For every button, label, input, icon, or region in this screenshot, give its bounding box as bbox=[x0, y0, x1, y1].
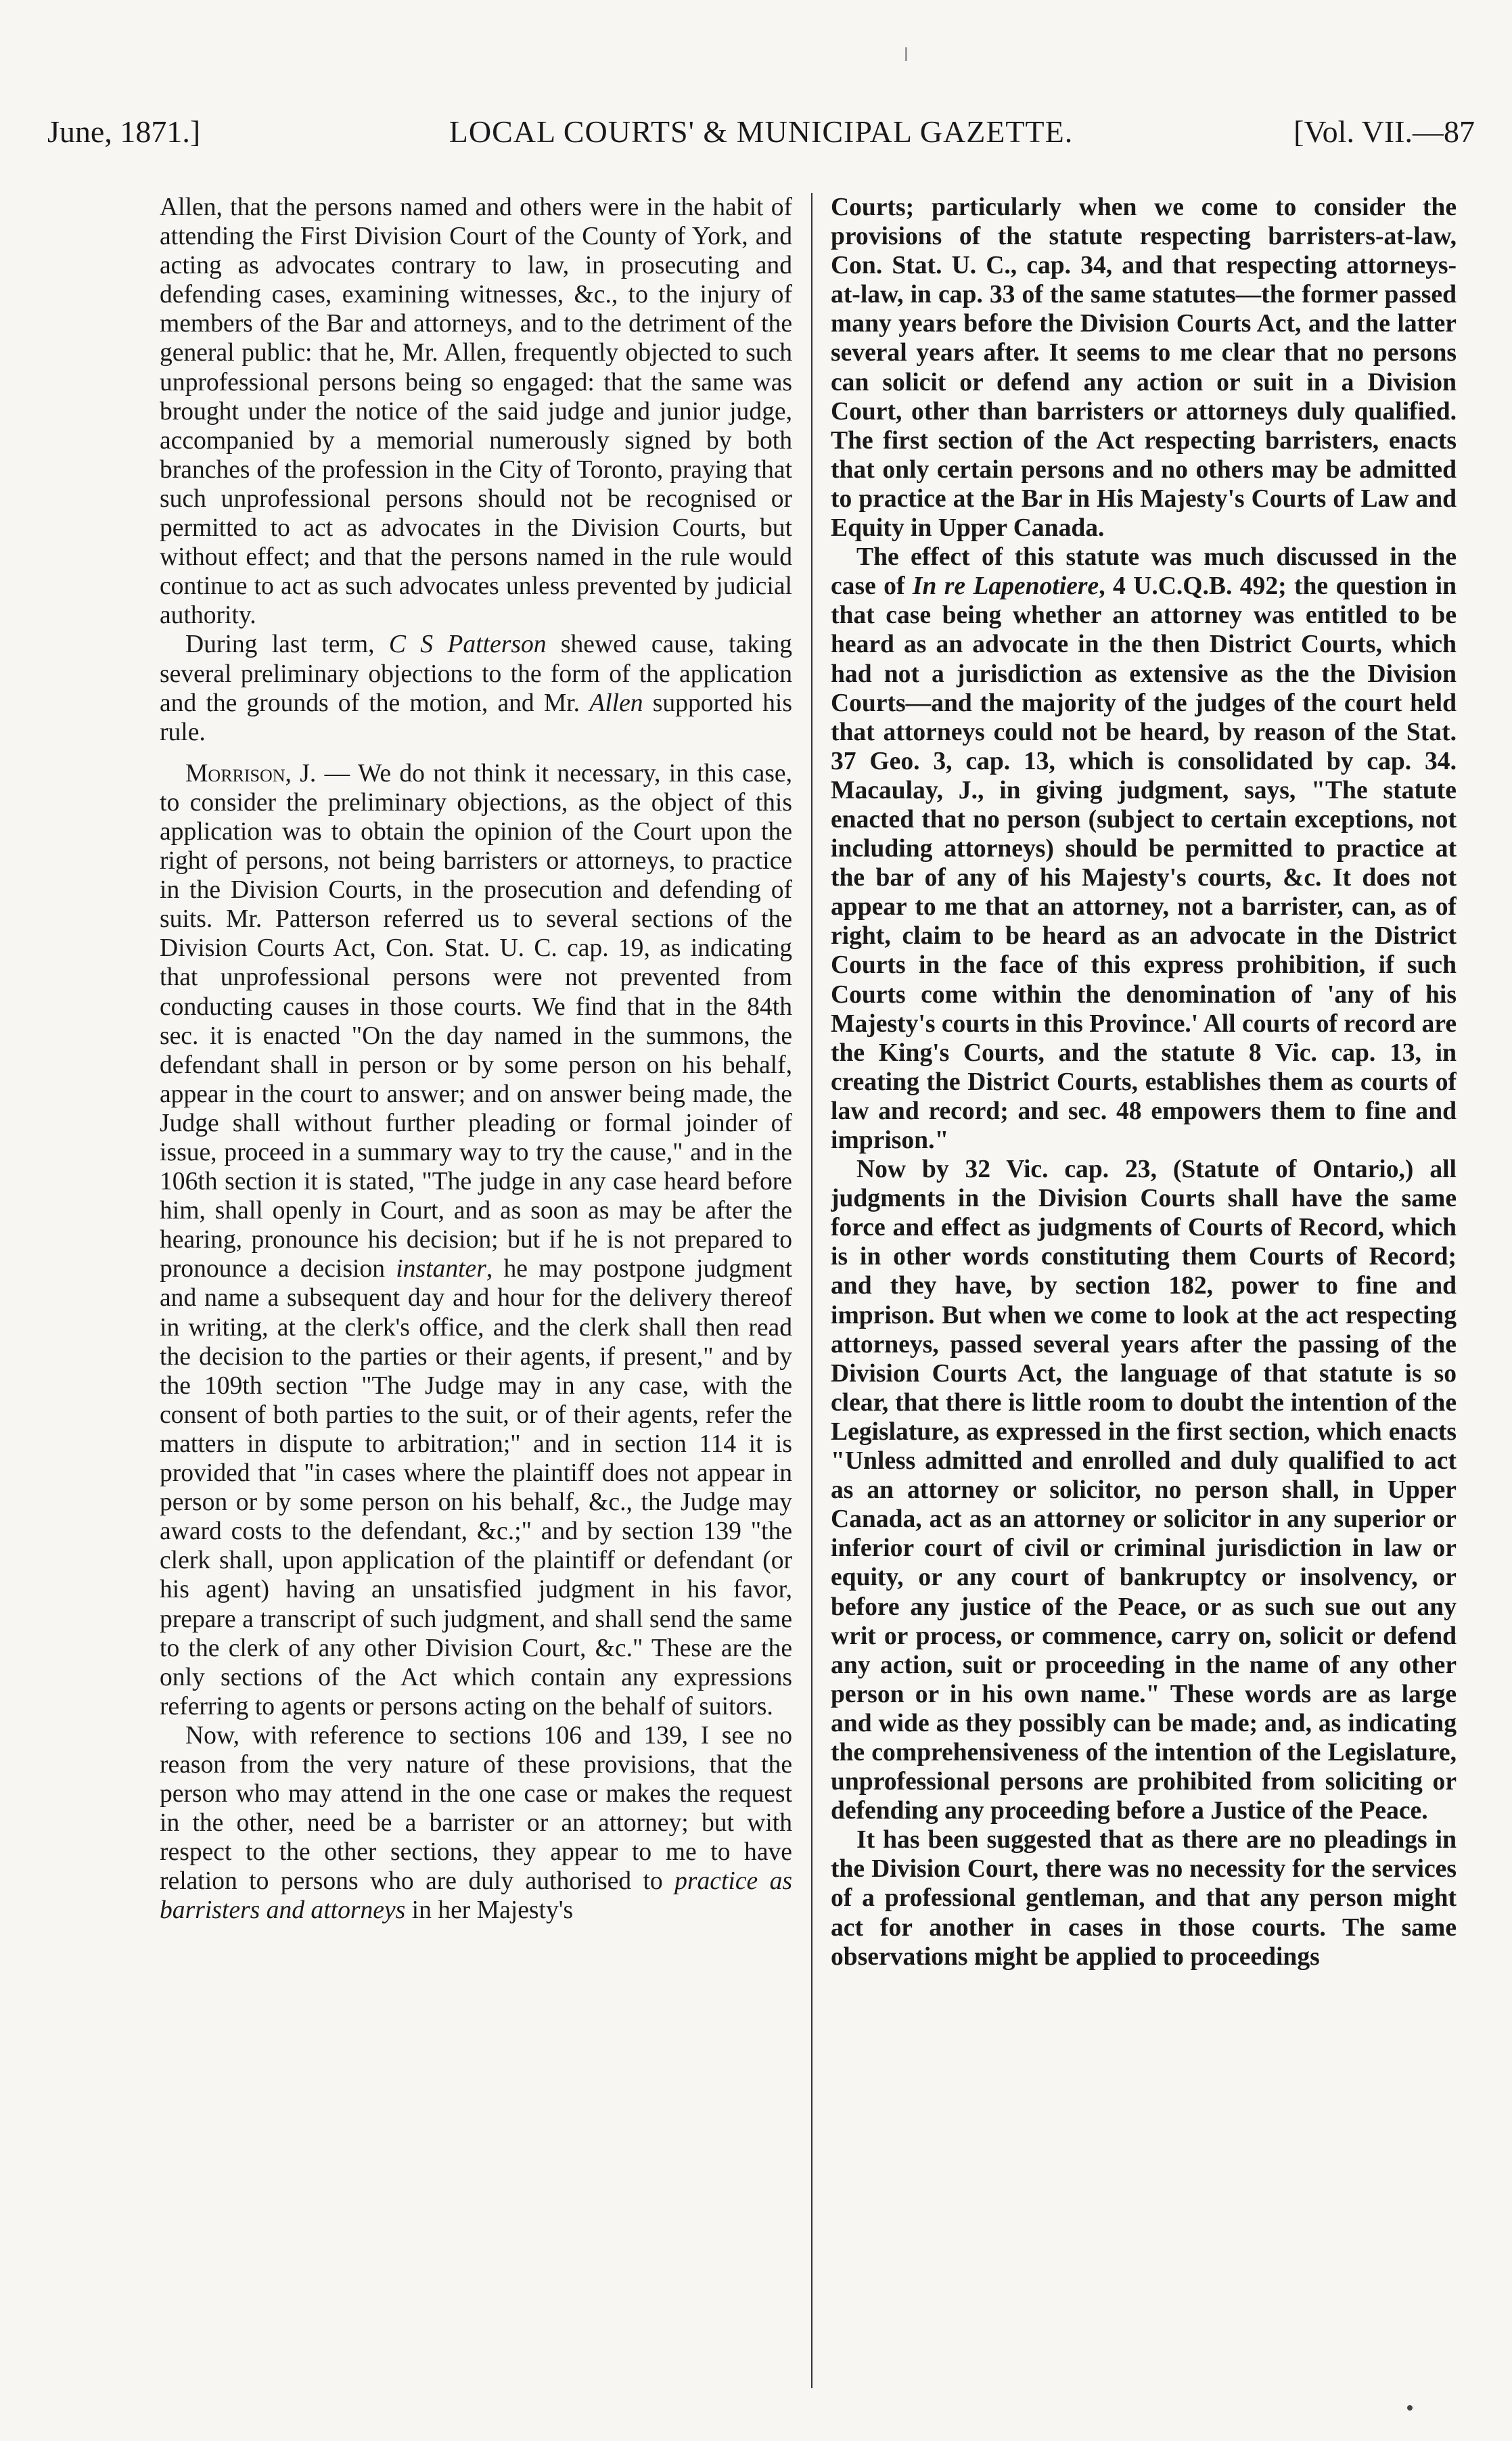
text-run: During last term, bbox=[185, 631, 389, 659]
text-run: in her Majesty's bbox=[405, 1896, 574, 1925]
paragraph: Allen, that the persons named and others were in the habit of attending the First Division Court of the County of York, and acting as advocates contrary to law, in prosecuting and defending cases, examining witnesses, &c., to the injury of members of the Bar and attorneys, and to the detriment of the general public: that he, Mr. Allen, frequently objected to such unprofessional persons being so engaged: that the same was brought under the notice of the said judge and junior judge, accompanied by a memorial numerously signed by both branches of the profession in the City of Toronto, praying that such unprofessional persons should not be recognised or permitted to act as advocates in the Division Courts, but without effect; and that the persons named in the rule would continue to act as such advocates unless prevented by judicial authority. bbox=[160, 193, 792, 630]
text-run: supported his rule. bbox=[160, 689, 792, 746]
left-column bbox=[160, 193, 792, 2385]
paragraph bbox=[831, 543, 1457, 1155]
paper-mark-decoration bbox=[905, 47, 907, 61]
ink-speck-decoration bbox=[1407, 2405, 1413, 2411]
judgment-paragraph bbox=[160, 759, 792, 1721]
column-divider bbox=[811, 193, 812, 2388]
paragraph bbox=[160, 630, 792, 746]
paragraph bbox=[160, 1721, 792, 1925]
paragraph: It has been suggested that as there are no pleadings in the Division Court, there was no necessity for the services of a professional gentleman, and that any person might act for another in cases in those courts. The same observations might be applied to proceedings bbox=[831, 1826, 1457, 1971]
paragraph: Courts; particularly when we come to consider the provisions of the statute respecting barristers-at-law, Con. Stat. U. C., cap. 34, and that respecting attorneys-at-law, in cap. 33 of the same statutes—the former passed many years before the Division Courts Act, and the latter several years after. It seems to me clear that no persons can solicit or defend any action or suit in a Division Court, other than barristers or attorneys duly qualified. The first section of the Act respecting barristers, enacts that only certain persons and no others may be admitted to practice at the Bar in His Majesty's Courts of Law and Equity in Upper Canada. bbox=[831, 193, 1457, 543]
counsel-name: C S Patterson bbox=[388, 631, 547, 659]
paragraph: Now by 32 Vic. cap. 23, (Statute of Ontario,) all judgments in the Division Courts shall have the same force and effect as judgments of Courts of Record, which is in other words constituting them Courts of Record; and they have, by section 182, power to fine and imprison. But when we come to look at the act respecting attorneys, passed several years after the passing of the Division Courts Act, the language of that statute is so clear, that there is little room to doubt the intention of the Legislature, as expressed in the first section, which enacts "Unless admitted and enrolled and duly qualified to act as an attorney or solicitor, no person shall, in Upper Canada, act as an attorney or solicitor in any superior or inferior court of civil or criminal jurisdiction in law or equity, or any court of bankruptcy or insolvency, or before any justice of the Peace, or as such sue out any writ or process, or commence, carry on, solicit or defend any action, suit or proceeding in the name of any other person or in his own name." These words are as large and wide as they possibly can be made; and, as indicating the comprehensiveness of the intention of the Legislature, unprofessional persons are prohibited from soliciting or defending any proceeding before a Justice of the Peace. bbox=[831, 1156, 1457, 1825]
italic-phrase: practice as barristers and attorneys bbox=[160, 1867, 792, 1925]
header-title: LOCAL COURTS' & MUNICIPAL GAZETTE. bbox=[449, 114, 1074, 149]
header-volume-page: [Vol. VII.—87 bbox=[1293, 114, 1475, 149]
header-date: June, 1871.] bbox=[47, 114, 201, 149]
latin-term: instanter bbox=[396, 1255, 486, 1283]
text-run: Now, with reference to sections 106 and 139, I see no reason from the very nature of these provisions, that the person who may attend in the one case or makes the request in the other, need be a barrister or an attorney; but with respect to the other sections, they appear to me to have relation to persons who are duly authorised to bbox=[160, 1721, 792, 1896]
text-run: shewed cause, taking several preliminary objections to the form of the application and the grounds of the motion, and Mr. bbox=[160, 631, 792, 717]
text-run: The effect of this statute was much discussed in the case of bbox=[831, 543, 1457, 601]
right-column bbox=[831, 193, 1457, 2385]
counsel-name: Allen bbox=[589, 689, 643, 717]
case-name: In re Lapenotiere bbox=[912, 572, 1099, 601]
judge-name: Morrison, J. bbox=[185, 759, 317, 788]
text-run: , he may postpone judgment and name a subsequent day and hour for the delivery thereof in writing, at the clerk's office, and the clerk shall then read the decision to the parties or their agents, if present," and by the 109th section "The Judge may in any case, with the consent of both parties to the suit, or of their agents, refer the matters in dispute to arbitration;" and in section 114 it is provided that "in cases where the plaintiff does not appear in person or by some person on his behalf, &c., the Judge may award costs to the defendant, &c.;" and by section 139 "the clerk shall, upon application of the plaintiff or defendant (or his agent) having an unsatisfied judgment in his favor, prepare a transcript of such judgment, and shall send the same to the clerk of any other Division Court, &c." These are the only sections of the Act which contain any expressions referring to agents or persons acting on the behalf of suitors. bbox=[160, 1255, 792, 1720]
text-run: — We do not think it necessary, in this case, to consider the preliminary objections, as the object of this application was to obtain the opinion of the Court upon the right of persons, not being barristers or attorneys, to practice in the Division Courts, in the prosecution and defending of suits. Mr. Patterson referred us to several sections of the Division Courts Act, Con. Stat. U. C. cap. 19, as indicating that unprofessional persons were not prevented from conducting causes in those courts. We find that in the 84th sec. it is enacted "On the day named in the summons, the defendant shall in person or by some person on his behalf, appear in the court to answer; and on answer being made, the Judge shall without further pleading or formal joinder of issue, proceed in a summary way to try the cause," and in the 106th section it is stated, "The judge in any case heard before him, shall openly in Court, and as soon as may be after the hearing, pronounce his decision; but if he is not prepared to pronounce a decision bbox=[160, 759, 792, 1283]
running-header bbox=[47, 108, 1475, 156]
text-run: , 4 U.C.Q.B. 492; the question in that case being whether an attorney was entitled to be heard as an advocate in the then District Courts, which had not a jurisdiction as extensive as the the Division Courts—and the majority of the judges of the court held that attorneys could not be heard, by reason of the Stat. 37 Geo. 3, cap. 13, which is consolidated by cap. 34. Macaulay, J., in giving judgment, says, "The statute enacted that no person (subject to certain exceptions, not including attorneys) should be permitted to practice at the bar of any of his Majesty's courts, &c. It does not appear to me that an attorney, not a barrister, can, as of right, claim to be heard as an advocate in the District Courts in the face of this express prohibition, if such Courts come within the denomination of 'any of his Majesty's courts in this Province.' All courts of record are the King's Courts, and the statute 8 Vic. cap. 13, in creating the District Courts, establishes them as courts of law and record; and sec. 48 empowers them to fine and imprison." bbox=[831, 572, 1457, 1154]
